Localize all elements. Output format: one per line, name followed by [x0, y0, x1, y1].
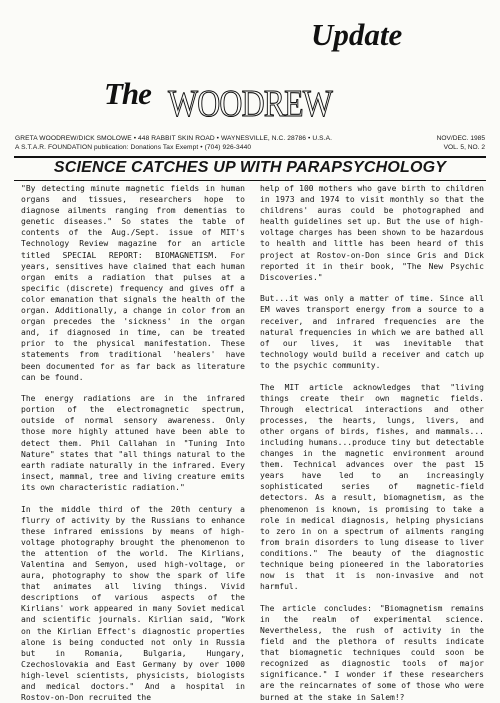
- foundation-line: A S.T.A.R. FOUNDATION publication: Donations Tax Exempt • (704) 926-3440: [15, 144, 252, 151]
- paragraph: The article concludes: "Biomagnetism remains in the realm of experimental science. Nevertheless, the rush of activity in the field and the plethora of results indicate that biomagnetic techniques could soon be recognized as diagnostic tools of major significance." I wonder if these researchers are the reincarnates of some of those who were burned at the stake in Salem!?: [260, 603, 484, 702]
- right-column: [260, 183, 484, 703]
- left-column: [21, 183, 245, 703]
- publisher-info: [15, 134, 332, 152]
- headline-rule: [14, 180, 486, 181]
- paragraph: In the middle third of the 20th century a flurry of activity by the Russians to enhance these infrared emissions by means of high-voltage photography brought the phenomenon to the attention of the world. The Kirlians, Valentina and Semyon, used high-voltage, or aura, photography to show the spark of life that animates all living things. Vivid descriptions of various aspects of the Kirlians' work appeared in many Soviet medical and scientific journals. Kirlian said, "Work on the Kirlian Effect's diagnostic properties alone is being conducted not only in Russia but in Romania, Bulgaria, Hungary, Czechoslovakia and East Germany by over 1000 high-level scientists, physicists, biologists and medical doctors." And a hospital in Rostov-on-Don recruited the: [21, 504, 245, 703]
- woodrew-logo: [166, 82, 334, 125]
- paragraph: The MIT article acknowledges that "living things create their own magnetic fields. Through electrical interactions and other processes, the hearts, lungs, livers, and other organs of birds, fishes, and mammals... including humans...produce tiny but detectable changes in the magnetic environment around them. Technical advances over the past 15 years have led to an increasingly sophisticated series of magnetic-field detectors. As a result, biomagnetism, as the phenomenon is known, is promising to take a role in medical diagnosis, helping physicians to zero in on a spectrum of ailments ranging from brain disorders to lung disease to liver conditions." The beauty of the diagnostic technique being pioneered in the laboratories now is that it is non-invasive and not harmful.: [260, 382, 484, 592]
- paragraph: help of 100 mothers who gave birth to children in 1973 and 1974 to visit monthly so that the childrens' auras could be photographed and health guidelines set up. But the use of high-voltage charges has been shown to be hazardous to health and little has been heard of this project at Rostov-on-Don since Gris and Dick reported it in their book, "The New Psychic Discoveries.": [260, 184, 484, 282]
- update-wordmark: Update: [311, 17, 403, 52]
- address-line: GRETA WOODREW/DICK SMOLOWE • 448 RABBIT SKIN ROAD • WAYNESVILLE, N.C. 28786 • U.S.A.: [15, 135, 332, 142]
- volume-number: VOL. 5, NO. 2: [443, 144, 485, 151]
- issue-info: [437, 134, 485, 152]
- the-wordmark: The: [104, 76, 151, 111]
- paragraph: But...it was only a matter of time. Since all EM waves transport energy from a source to a receiver, and infrared frequencies are the natural frequencies in which we are bathed all of our lives, it was inevitable that technology would build a receiver and catch up to the psychic community.: [260, 294, 484, 370]
- paragraph: "By detecting minute magnetic fields in human organs and tissues, researchers hope to diagnose ailments ranging from dementias to genetic diseases." So states the table of contents of the Aug./Sept. issue of MIT's Technology Review magazine for an article titled SPECIAL REPORT: BIOMAGNETISM. For years, sensitives have claimed that each human organ emits a radiation that pulses at a specific (discrete) frequency and gives off a color emanation that signals the health of the organ. Additionally, a change in color from an organ precedes the 'sickness' in the organ and, if diagnosed in time, can be treated prior to the physical manifestation. These statements from traditional 'healers' have been documented for as far back as literature can be found.: [21, 184, 245, 382]
- masthead: [0, 0, 500, 150]
- article-headline: SCIENCE CATCHES UP WITH PARAPSYCHOLOGY: [53, 159, 447, 176]
- svg-text:WOODREW: WOODREW: [168, 83, 333, 125]
- issue-date: NOV/DEC. 1985: [436, 135, 485, 142]
- paragraph: The energy radiations are in the infrared portion of the electromagnetic spectrum, outside of normal sensory awareness. Only those more highly attuned have been able to detect them. Phil Callahan in "Tuning Into Nature" states that "all things natural to the earth radiate naturally in the infrared. Every insect, mammal, tree and living creature emits its own characteristic radiation.": [21, 394, 245, 492]
